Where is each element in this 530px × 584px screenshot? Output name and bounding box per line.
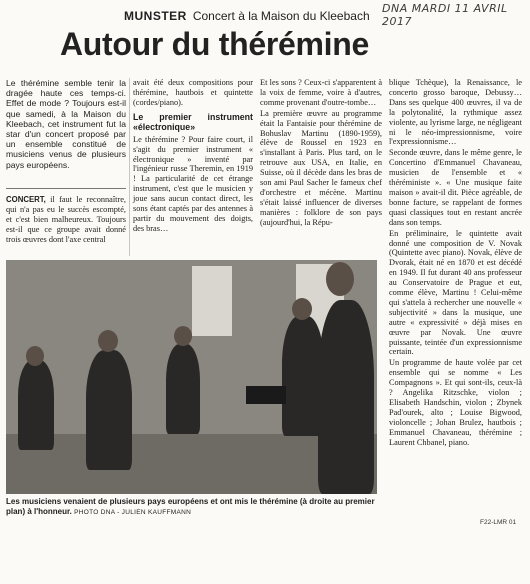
opening-word: CONCERT, <box>6 195 46 204</box>
page-code: F22-LMR 01 <box>480 519 517 526</box>
caption-text: Les musiciens venaient de plusieurs pays européens et ont mis le thérémine (à droite au premier plan) à l'honneur. <box>6 497 375 516</box>
column-divider <box>129 78 130 256</box>
column-4-paragraph: En préliminaire, le quintette avait donné une composition de V. Novak (Quintette avec piano). Novak, élève de Dvorak, était né en 1870 et est décédé en 1949. Il fut durant 40 ans professeur au Conservatoire de Prague et eut, comme élève, Martinu ! Celui-même qui s'attela à rechercher une nouvelle « subjectivité » dans la musique, une autre « expressivité » déjà mises en œuvre par Novak. Une œuvre puissante, teintée d'un expressionnisme certain. <box>389 228 522 357</box>
article-column-2 <box>133 78 253 235</box>
photo-window <box>192 266 232 336</box>
kicker-city: MUNSTER <box>124 9 187 23</box>
column-1-text: il faut le reconnaître, qui n'a pas eu le succès escompté, et c'est bien malheureux. Toujours est-il que ce groupe avait donné trois œuvres dont l'axe central <box>6 195 126 244</box>
concert-photo <box>6 260 377 494</box>
article-column-1 <box>6 195 126 245</box>
column-3-paragraph: Et les sons ? Ceux-ci s'apparentent à la voix de femme, voire à d'autres, comme provenant d'outre-tombe… <box>260 78 382 107</box>
section-subhead: Le premier instrument «électronique» <box>133 111 253 132</box>
article-column-4 <box>389 78 522 449</box>
article-kicker <box>124 9 370 23</box>
handwritten-date: DNA MARDI 11 AVRIL 2017 <box>382 2 508 28</box>
theremin-instrument <box>246 386 286 404</box>
lead-divider <box>6 188 126 189</box>
musician-head <box>98 330 118 352</box>
article-headline: Autour du thérémine <box>60 26 369 62</box>
musician-figure <box>18 360 54 450</box>
musician-figure <box>166 344 200 434</box>
column-2-paragraph: avait été deux compositions pour thérémine, hautbois et quintette (cordes/piano). <box>133 78 253 107</box>
musician-head <box>174 326 192 346</box>
article-lead: Le thérémine semble tenir la dragée haute ces temps-ci. Effet de mode ? Toujours est-il que samedi, à la Maison du Kleebach, cet instrument fut la star d'un concert proposé par un ensemble constitué de musiciens venus de plusieurs pays européens. <box>6 78 126 170</box>
column-4-paragraph: Un programme de haute volée par cet ensemble qui se nomme « Les Compagnons ». Et qui sont-ils, ceux-là ? Angelika Ritzschke, violon ; Elisabeth Handschin, violon ; Zbynek Pad'ourek, alto ; Louise Bigwood, violoncelle ; Johan Brulez, hautbois ; Emmanuel Chavaneau, thérémine ; Laurent Chbanel, piano. <box>389 358 522 447</box>
kicker-topic: Concert à la Maison du Kleebach <box>192 9 370 23</box>
column-2-paragraph: Le thérémine ? Pour faire court, il s'agit du premier instrument « électronique » inventé par l'ingénieur russe Theremin, en 1919 ! La particularité de cet étrange instrument, c'est que le musicien y joue sans aucun contact direct, les sons étant captés par des antennes à partir du mouvement des doigts, des bras… <box>133 134 253 233</box>
column-4-paragraph: Seconde œuvre, dans le même genre, le Concertino d'Emmanuel Chavaneau, musicien de l'ensemble et « théréministe ». « Une musique faite maison » avait-il dit. Pièce agréable, de bonne facture, se rappelant de formes quasi classiques tout en restant ancrée dans son temps. <box>389 148 522 227</box>
article-column-3 <box>260 78 382 229</box>
musician-figure <box>318 300 374 494</box>
photo-credit: PHOTO DNA - JULIEN KAUFFMANN <box>74 508 192 516</box>
musician-head <box>292 298 312 320</box>
musician-figure <box>86 350 132 470</box>
musician-head <box>26 346 44 366</box>
column-3-paragraph: La première œuvre au programme était la Fantaisie pour thérémine de Bohuslav Martinu (1890-1959), élève de Roussel en 1923 en s'installant à Paris. Plus tard, on le retrouve aux USA, en Italie, en Suisse, où il décède dans les bras de son ami Paul Sacher le fameux chef d'orchestre et mécène. Martinu s'était laissé influencer de diverses manières : folklore de son pays (aujourd'hui, la Répu- <box>260 108 382 227</box>
column-4-paragraph: blique Tchèque), la Renaissance, le concerto grosso baroque, Debussy… Dans ses quelque 400 œuvres, il va de la polytonalité, la rythmique assez violente, au lyrisme large, ne négligeant ni le néo-impressionnisme, voire l'expressionnisme… <box>389 78 522 147</box>
photo-caption <box>6 497 378 518</box>
musician-head <box>326 262 354 296</box>
